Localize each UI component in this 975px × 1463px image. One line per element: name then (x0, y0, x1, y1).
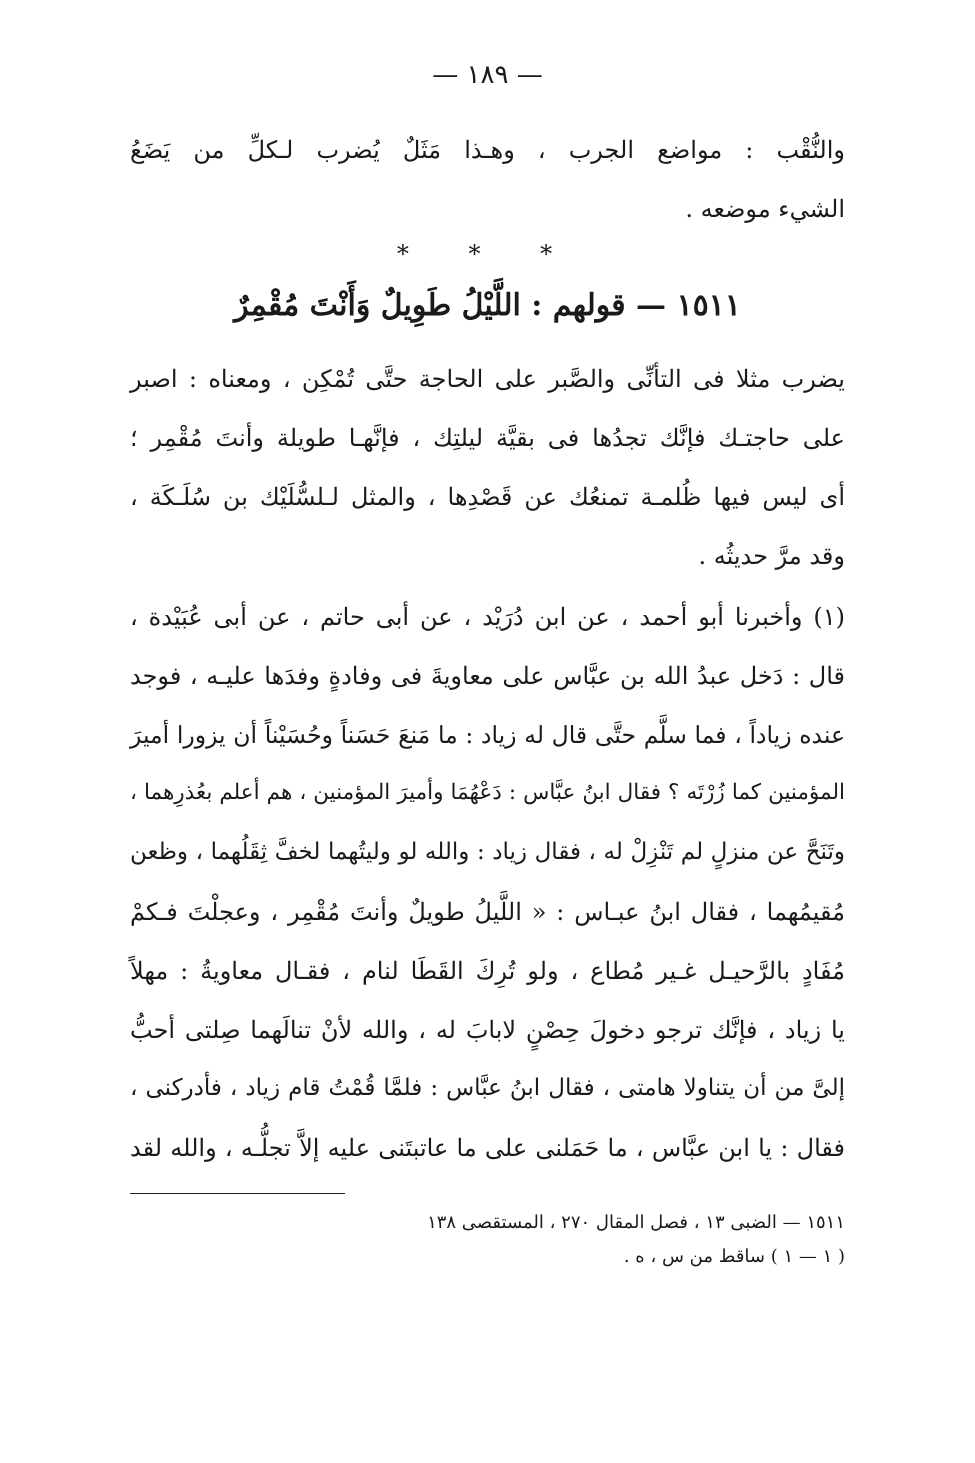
paragraph-line: قال : دَخل عبدُ الله بن عبَّاس على معاويةَ فى وفادةٍ وفدَها عليـه ، فوجد (130, 662, 845, 690)
paragraph-line: وقد مرَّ حديثُه . (698, 542, 845, 570)
paragraph-line: أى ليس فيها ظُلمـة تمنعُك عن قَصْدِها ، والمثل لـلسُّلَيْك بن سُلَـكَة ، (130, 483, 845, 511)
footnote: ١٥١١ — الضبى ١٣ ، فصل المقال ٢٧٠ ، المستقصى ١٣٨ (427, 1212, 845, 1233)
intro-line: والنُّقْب : مواضع الجرب ، وهـذا مَثَلٌ يُضرب لـكلِّ من يَضَعُ (130, 136, 845, 164)
book-page (130, 0, 845, 1463)
paragraph-line: فقال : يا ابن عبَّاس ، ما حَمَلنى على ما عاتبتَنى عليه إلاَّ تجلُّـه ، والله لقد (130, 1134, 845, 1162)
paragraph-line: يا زياد ، فإنَّك ترجو دخولَ حِصْنٍ لابابَ له ، والله لأنْ تنالَهما صِلتى أحبُّ (130, 1016, 845, 1044)
intro-line: الشيء موضعه . (685, 195, 845, 223)
paragraph-line: إلىَّ من أن يتناولا هامتى ، فقال ابنُ عبَّاس : فلمَّا قُمْتُ قام زياد ، فأدركنى ، (130, 1075, 845, 1101)
footnote: ( ١ — ١ ) ساقط من س ، ه . (623, 1246, 845, 1267)
paragraph-line: وتَنَحَّ عن منزلٍ لم تَنْزِلْ له ، فقال زياد : والله لو وليتُهما لخفَّ ثِقَلُهما ، وظعن (130, 839, 845, 865)
paragraph-line: مُقيمُهما ، فقال ابنُ عبـاس : « اللَّيلُ طويلٌ وأنتَ مُقْمِر ، وعجلْتَ فـكمْ (130, 898, 845, 926)
paragraph-line: على حاجتـك فإنَّك تجدُها فى بقيَّة ليلتِك ، فإنَّهـا طويلة وأنتَ مُقْمِر ؛ (130, 424, 845, 452)
paragraph-line: المؤمنين كما زُرْتَه ؟ فقال ابنُ عبَّاس : دَعْهُمَا وأميرَ المؤمنين ، هم أعلم بعُذرِهما ، (130, 780, 845, 805)
paragraph-line: يضرب مثلا فى التأنِّى والصَّبر على الحاجة حتَّى تُمْكِن ، ومعناه : اصبر (130, 365, 845, 393)
paragraph-line: عنده زياداً ، فما سلَّم حتَّى قال له زياد : ما مَنعَ حَسَناً وحُسَيْناً أن يزورا أميرَ (130, 721, 845, 749)
paragraph-line: مُفَادٍ بالرَّحيـل غـير مُطاع ، ولو تُرِكَ القَطَا لنام ، فقـال معاويةُ : مهلاً (130, 957, 845, 985)
footnote-divider (130, 1193, 345, 1194)
section-separator: * * * (396, 240, 579, 268)
page-number: — ١٨٩ — (432, 60, 543, 90)
proverb-heading: ١٥١١ — قولهم : اللَّيْلُ طَوِيلٌ وَأَنْتَ مُقْمِرٌ (234, 288, 741, 323)
paragraph-line: (١) وأخبرنا أبو أحمد ، عن ابن دُرَيْد ، عن أبى حاتم ، عن أبى عُبَيْدة ، (130, 603, 845, 631)
